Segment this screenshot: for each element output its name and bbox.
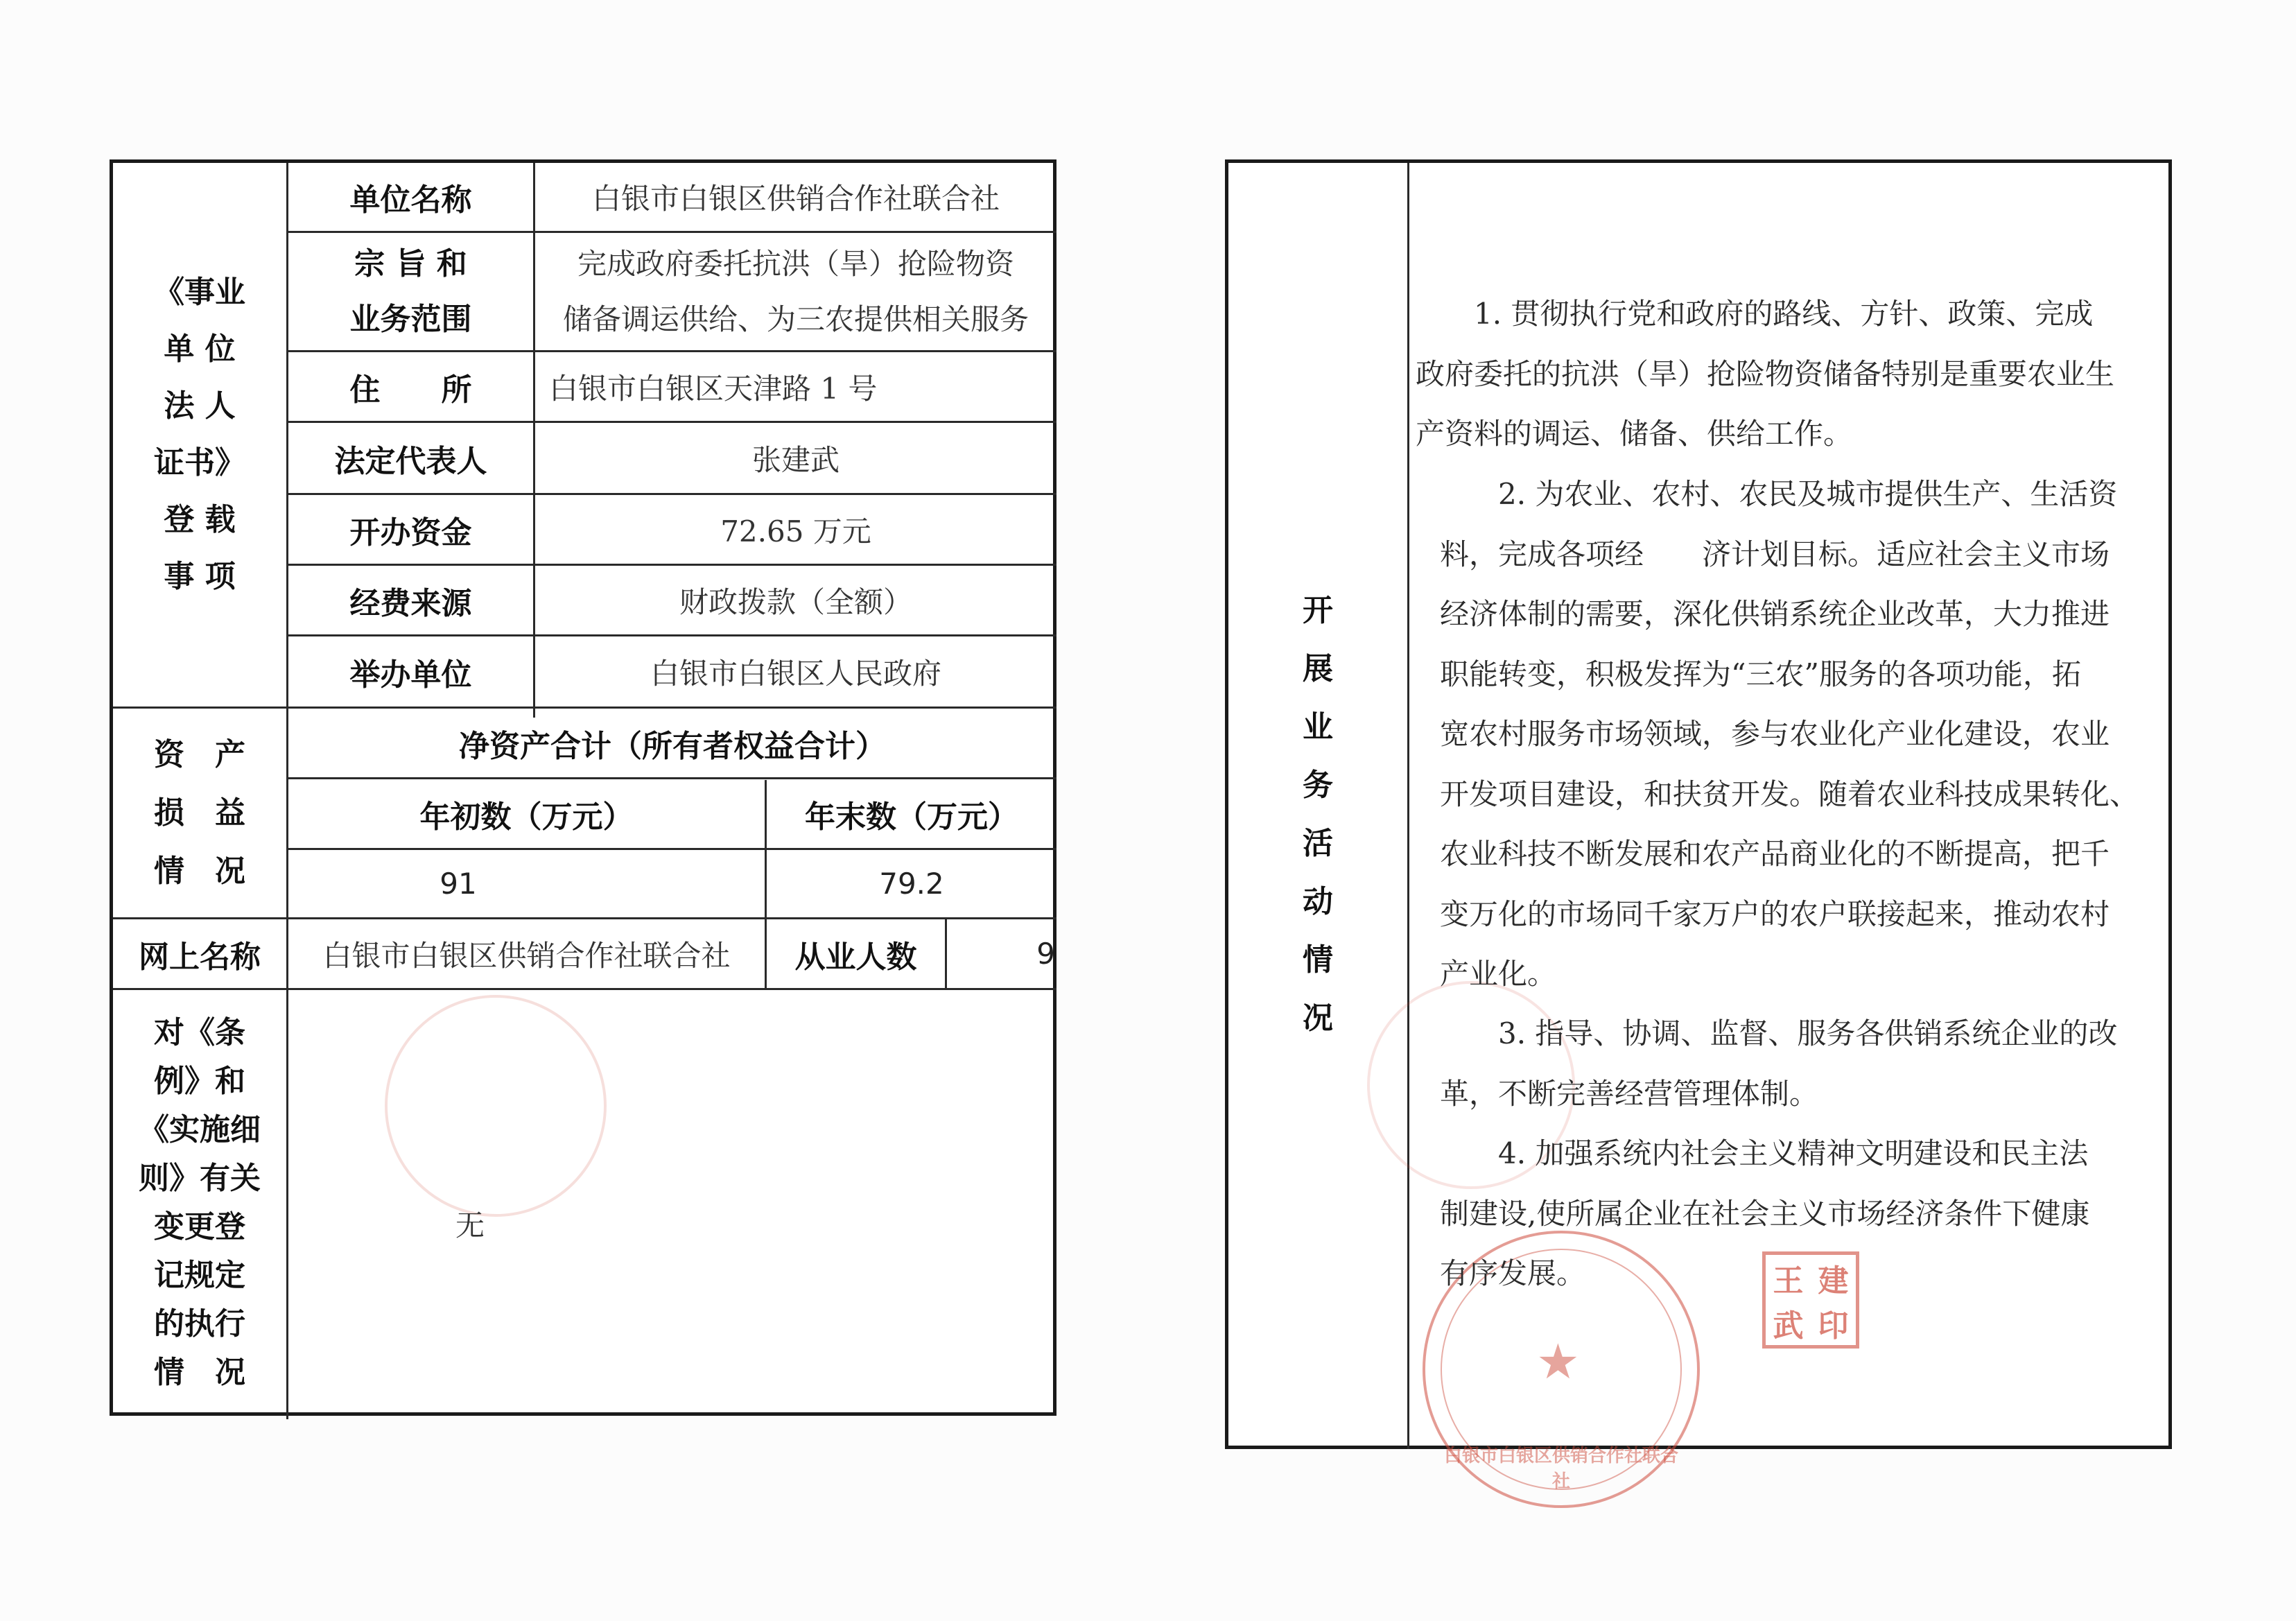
change-line-1: 对《条 — [154, 1015, 245, 1050]
address-value: 白银市白银区天津路 1 号 — [549, 371, 878, 406]
online-name-label: 网上名称 — [139, 939, 261, 975]
activities-char-6: 动 — [1303, 884, 1333, 919]
net-assets-header: 净资产合计（所有者权益合计） — [459, 728, 886, 764]
activities-paragraph-4 — [1440, 1124, 2171, 1304]
p2-line-2: 料，完成各项经 济计划目标。适应社会主义市场 — [1440, 537, 2110, 571]
stamp-char-3: 武 — [1773, 1308, 1804, 1344]
faint-seal — [385, 995, 607, 1217]
p2-line-1: 2. 为农业、农村、农民及城市提供生产、生活资 — [1498, 477, 2118, 511]
funding-source-label: 经费来源 — [349, 585, 472, 621]
unit-name-label: 单位名称 — [349, 182, 472, 218]
section-assets-label — [113, 709, 286, 917]
reg-line-1: 《事业 — [154, 275, 245, 310]
activities-char-4: 务 — [1303, 768, 1333, 803]
begin-year-value: 91 — [440, 867, 477, 901]
funding-source-value: 财政拨款（全额） — [679, 584, 912, 619]
change-line-3: 《实施细 — [139, 1112, 261, 1147]
p3-line-1: 3. 指导、协调、监督、服务各供销系统企业的改 — [1498, 1016, 2118, 1050]
seal-text: 白银市白银区供销合作社联合社 — [1443, 1446, 1678, 1492]
left-certificate-form — [110, 159, 1056, 1416]
reg-line-4: 证书》 — [154, 445, 245, 480]
sponsor-value: 白银市白银区人民政府 — [650, 656, 941, 691]
p2-line-6: 开发项目建设，和扶贫开发。随着农业科技成果转化、 — [1440, 777, 2139, 811]
activities-char-8: 况 — [1303, 1000, 1333, 1036]
activities-paragraph-3 — [1440, 1004, 2171, 1124]
staff-count-value: 9 — [1036, 937, 1055, 971]
p4-line-3: 有序发展。 — [1440, 1256, 1586, 1290]
purpose-label-line-2: 业务范围 — [349, 301, 472, 337]
activities-char-1: 开 — [1303, 593, 1333, 628]
p2-line-7: 农业科技不断发展和农产品商业化的不断提高，把千 — [1440, 837, 2110, 871]
assets-line-3: 情 况 — [154, 853, 245, 889]
change-value: 无 — [455, 1208, 485, 1242]
end-year-header: 年末数（万元） — [805, 799, 1018, 835]
address-label: 住 所 — [349, 372, 472, 408]
activities-paragraph-2 — [1440, 465, 2171, 1005]
section-change-label — [113, 990, 286, 1416]
stamp-char-1: 王 — [1773, 1263, 1804, 1299]
capital-value: 72.65 万元 — [720, 514, 871, 548]
change-line-8: 情 况 — [154, 1355, 245, 1390]
stamp-char-4: 印 — [1818, 1308, 1849, 1344]
purpose-label-line-1: 宗 旨 和 — [354, 245, 467, 281]
sponsor-label: 举办单位 — [349, 657, 472, 693]
assets-line-2: 损 益 — [154, 795, 245, 831]
reg-line-3: 法 人 — [164, 388, 236, 424]
p1-line-3: 产资料的调运、储备、供给工作。 — [1416, 417, 1853, 451]
p2-line-3: 经济体制的需要，深化供销系统企业改革，大力推进 — [1440, 597, 2110, 631]
change-line-5: 变更登 — [154, 1209, 245, 1245]
activities-char-3: 业 — [1303, 709, 1333, 745]
purpose-value-line-1: 完成政府委托抗洪（旱）抢险物资 — [577, 246, 1014, 281]
p4-line-2: 制建设,使所属企业在社会主义市场经济条件下健康 — [1440, 1196, 2090, 1231]
legal-rep-label: 法定代表人 — [334, 443, 487, 479]
purpose-scope-label — [288, 233, 533, 350]
p2-line-9: 产业化。 — [1440, 957, 1557, 991]
activities-char-2: 展 — [1303, 651, 1333, 686]
section-activities-label — [1228, 579, 1407, 1050]
change-line-2: 例》和 — [154, 1064, 245, 1099]
purpose-value-line-2: 储备调运供给、为三农提供相关服务 — [562, 302, 1029, 336]
seal-star-icon: ★ — [1536, 1333, 1580, 1390]
unit-name-value: 白银市白银区供销合作社联合社 — [591, 182, 1000, 216]
activities-char-7: 情 — [1303, 942, 1333, 978]
p1-line-1: 1. 贯彻执行党和政府的路线、方针、政策、完成 — [1474, 297, 2094, 331]
p2-line-4: 职能转变，积极发挥为“三农”服务的各项功能，拓 — [1440, 657, 2081, 691]
p1-line-2: 政府委托的抗洪（旱）抢险物资储备特别是重要农业生 — [1416, 356, 2115, 391]
change-line-7: 的执行 — [154, 1306, 245, 1342]
activities-char-5: 活 — [1303, 826, 1333, 861]
capital-label: 开办资金 — [349, 514, 472, 551]
purpose-scope-value — [535, 233, 1056, 350]
staff-count-label: 从业人数 — [794, 939, 917, 975]
assets-line-1: 资 产 — [154, 736, 245, 772]
p3-line-2: 革，不断完善经营管理体制。 — [1440, 1076, 1819, 1111]
activities-paragraph-1 — [1416, 284, 2171, 465]
p2-line-5: 宽农村服务市场领域，参与农业化产业化建设，农业 — [1440, 717, 2110, 751]
reg-line-2: 单 位 — [164, 331, 236, 367]
stamp-char-2: 建 — [1818, 1263, 1849, 1299]
legal-rep-value: 张建武 — [751, 442, 840, 477]
online-name-value: 白银市白银区供销合作社联合社 — [322, 938, 731, 973]
p4-line-1: 4. 加强系统内社会主义精神文明建设和民主法 — [1498, 1136, 2089, 1170]
reg-line-5: 登 载 — [164, 502, 236, 537]
reg-line-6: 事 项 — [164, 559, 236, 594]
change-line-4: 则》有关 — [139, 1161, 261, 1196]
begin-year-header: 年初数（万元） — [419, 799, 634, 835]
end-year-value: 79.2 — [879, 867, 944, 901]
p2-line-8: 变万化的市场同千家万户的农户联接起来，推动农村 — [1440, 896, 2110, 931]
section-registration-label — [113, 163, 286, 707]
change-line-6: 记规定 — [154, 1258, 245, 1293]
right-activities-form — [1225, 159, 2172, 1492]
